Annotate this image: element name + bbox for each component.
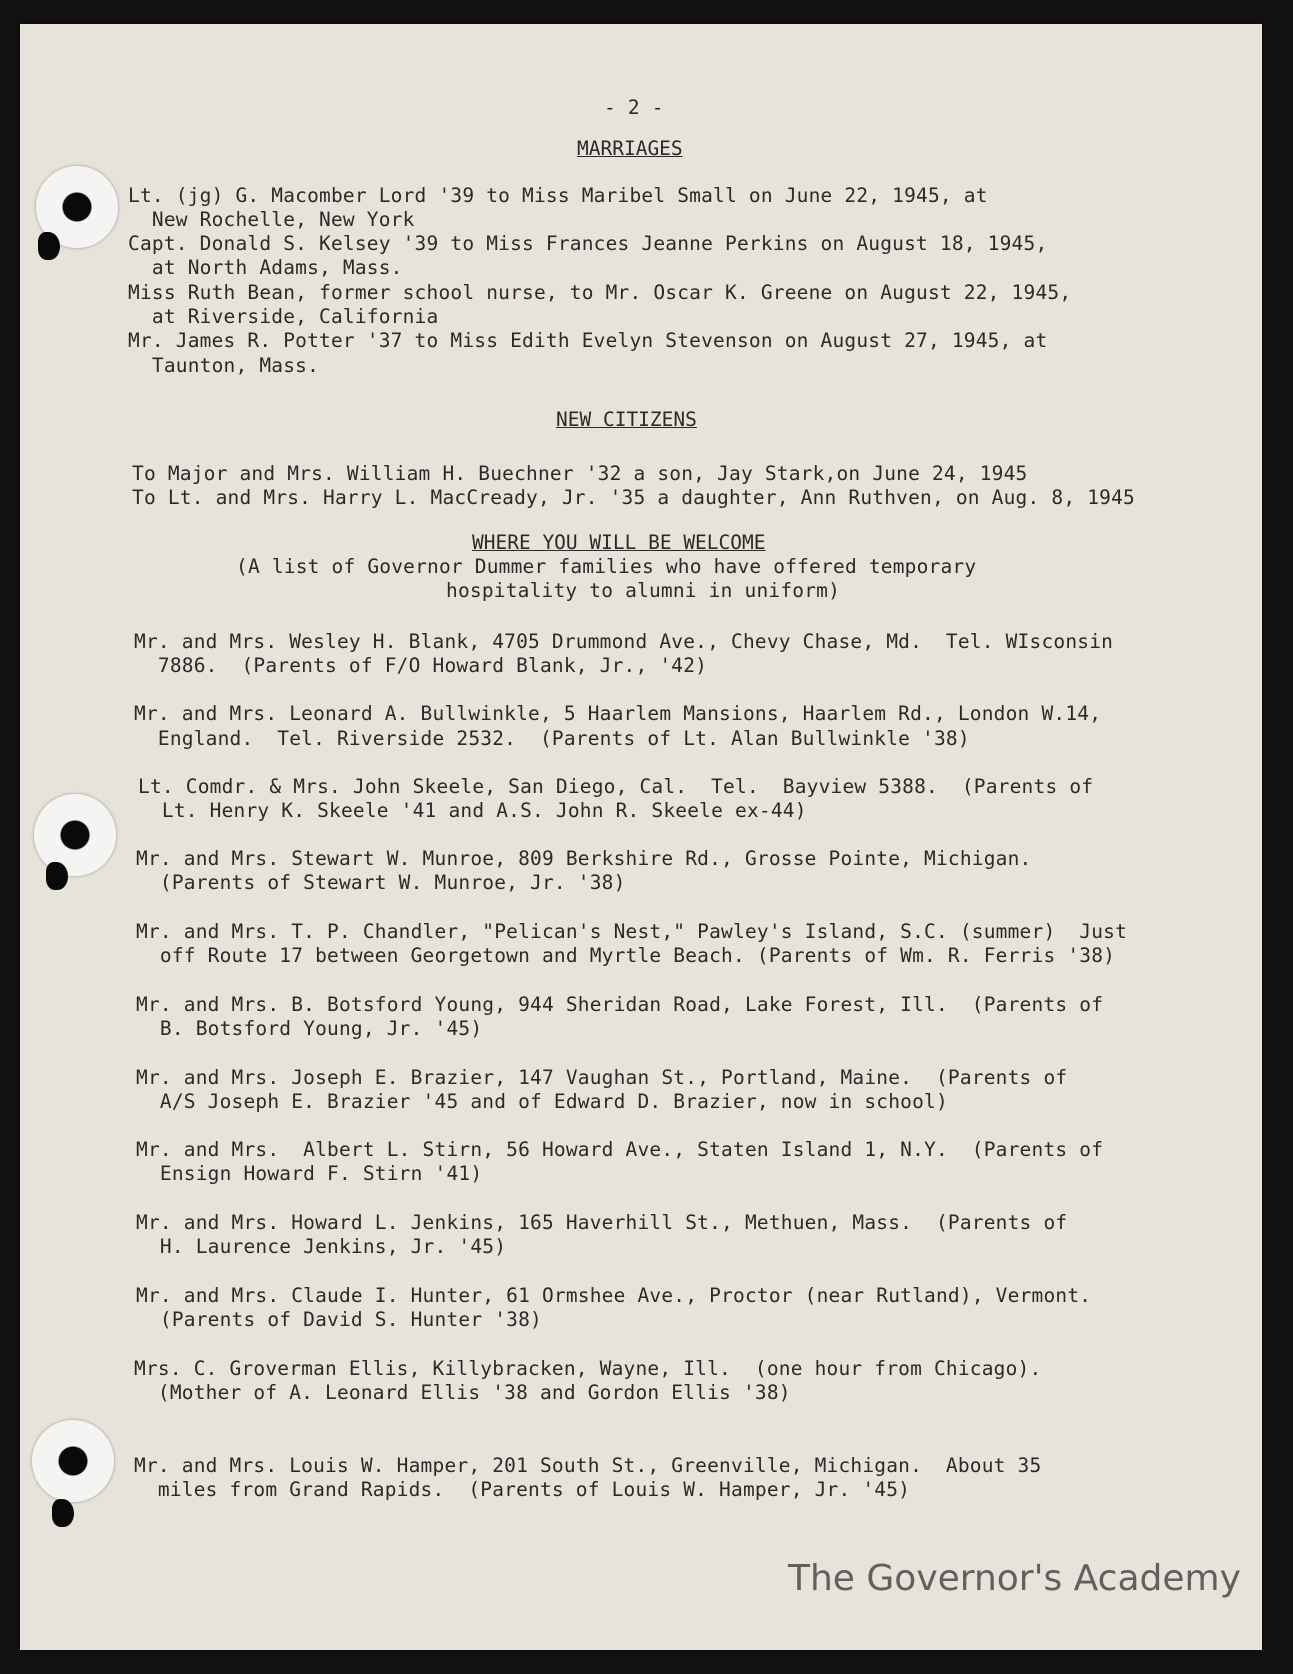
welcome-entry: Mr. and Mrs. Wesley H. Blank, 4705 Drummond Ave., Chevy Chase, Md. Tel. WIsconsin: [134, 630, 1114, 653]
punch-hole-mark: [52, 1499, 74, 1527]
welcome-entry: 7886. (Parents of F/O Howard Blank, Jr., '42): [134, 654, 708, 677]
welcome-entry: Mr. and Mrs. Howard L. Jenkins, 165 Haverhill St., Methuen, Mass. (Parents of: [136, 1211, 1068, 1234]
document-page: [20, 24, 1262, 1650]
new-citizen-line: To Major and Mrs. William H. Buechner '32 a son, Jay Stark,on June 24, 1945: [132, 462, 1028, 485]
punch-hole-mark: [38, 232, 60, 260]
welcome-entry: Ensign Howard F. Stirn '41): [136, 1162, 483, 1185]
welcome-entry: Lt. Henry K. Skeele '41 and A.S. John R. Skeele ex-44): [138, 799, 807, 822]
marriage-line: at North Adams, Mass.: [128, 256, 403, 279]
welcome-entry: B. Botsford Young, Jr. '45): [136, 1017, 483, 1040]
punch-hole: [34, 794, 116, 876]
welcome-entry: off Route 17 between Georgetown and Myrtle Beach. (Parents of Wm. R. Ferris '38): [136, 944, 1116, 967]
marriage-line: Mr. James R. Potter '37 to Miss Edith Evelyn Stevenson on August 27, 1945, at: [128, 329, 1048, 352]
welcome-entry: Mr. and Mrs. B. Botsford Young, 944 Sheridan Road, Lake Forest, Ill. (Parents of: [136, 993, 1104, 1016]
punch-hole-mark: [46, 862, 68, 890]
welcome-entry: Mrs. C. Groverman Ellis, Killybracken, Wayne, Ill. (one hour from Chicago).: [134, 1357, 1042, 1380]
new-citizen-line: To Lt. and Mrs. Harry L. MacCready, Jr. '35 a daughter, Ann Ruthven, on Aug. 8, 1945: [132, 486, 1135, 509]
welcome-subheading: (A list of Governor Dummer families who have offered temporary: [236, 555, 977, 578]
welcome-entry: England. Tel. Riverside 2532. (Parents of Lt. Alan Bullwinkle '38): [134, 727, 970, 750]
welcome-entry: miles from Grand Rapids. (Parents of Louis W. Hamper, Jr. '45): [134, 1478, 911, 1501]
welcome-entry: (Parents of David S. Hunter '38): [136, 1308, 542, 1331]
welcome-entry: Mr. and Mrs. Louis W. Hamper, 201 South St., Greenville, Michigan. About 35: [134, 1454, 1042, 1477]
new-citizens-heading: NEW CITIZENS: [556, 408, 697, 431]
welcome-subheading: hospitality to alumni in uniform): [446, 579, 841, 602]
welcome-entry: Mr. and Mrs. T. P. Chandler, "Pelican's Nest," Pawley's Island, S.C. (summer) Just: [136, 920, 1128, 943]
welcome-entry: (Mother of A. Leonard Ellis '38 and Gordon Ellis '38): [134, 1381, 791, 1404]
welcome-entry: Mr. and Mrs. Albert L. Stirn, 56 Howard Ave., Staten Island 1, N.Y. (Parents of: [136, 1138, 1104, 1161]
marriage-line: Capt. Donald S. Kelsey '39 to Miss Frances Jeanne Perkins on August 18, 1945,: [128, 232, 1048, 255]
marriage-line: Miss Ruth Bean, former school nurse, to Mr. Oscar K. Greene on August 22, 1945,: [128, 281, 1072, 304]
marriage-line: New Rochelle, New York: [128, 208, 415, 231]
watermark: The Governor's Academy: [788, 1558, 1241, 1599]
marriage-line: Lt. (jg) G. Macomber Lord '39 to Miss Maribel Small on June 22, 1945, at: [128, 184, 988, 207]
welcome-entry: Mr. and Mrs. Claude I. Hunter, 61 Ormshee Ave., Proctor (near Rutland), Vermont.: [136, 1284, 1092, 1307]
marriage-line: Taunton, Mass.: [128, 354, 320, 377]
welcome-entry: H. Laurence Jenkins, Jr. '45): [136, 1235, 507, 1258]
marriage-line: at Riverside, California: [128, 305, 439, 328]
marriages-heading: MARRIAGES: [577, 137, 683, 160]
welcome-entry: (Parents of Stewart W. Munroe, Jr. '38): [136, 871, 626, 894]
page-number: - 2 -: [604, 96, 664, 119]
welcome-entry: A/S Joseph E. Brazier '45 and of Edward D. Brazier, now in school): [136, 1090, 948, 1113]
welcome-entry: Lt. Comdr. & Mrs. John Skeele, San Diego, Cal. Tel. Bayview 5388. (Parents of: [138, 775, 1094, 798]
punch-hole: [32, 1420, 114, 1502]
welcome-entry: Mr. and Mrs. Joseph E. Brazier, 147 Vaughan St., Portland, Maine. (Parents of: [136, 1066, 1068, 1089]
welcome-entry: Mr. and Mrs. Stewart W. Munroe, 809 Berkshire Rd., Grosse Pointe, Michigan.: [136, 847, 1032, 870]
welcome-heading: WHERE YOU WILL BE WELCOME: [472, 531, 766, 554]
welcome-entry: Mr. and Mrs. Leonard A. Bullwinkle, 5 Haarlem Mansions, Haarlem Rd., London W.14,: [134, 702, 1102, 725]
